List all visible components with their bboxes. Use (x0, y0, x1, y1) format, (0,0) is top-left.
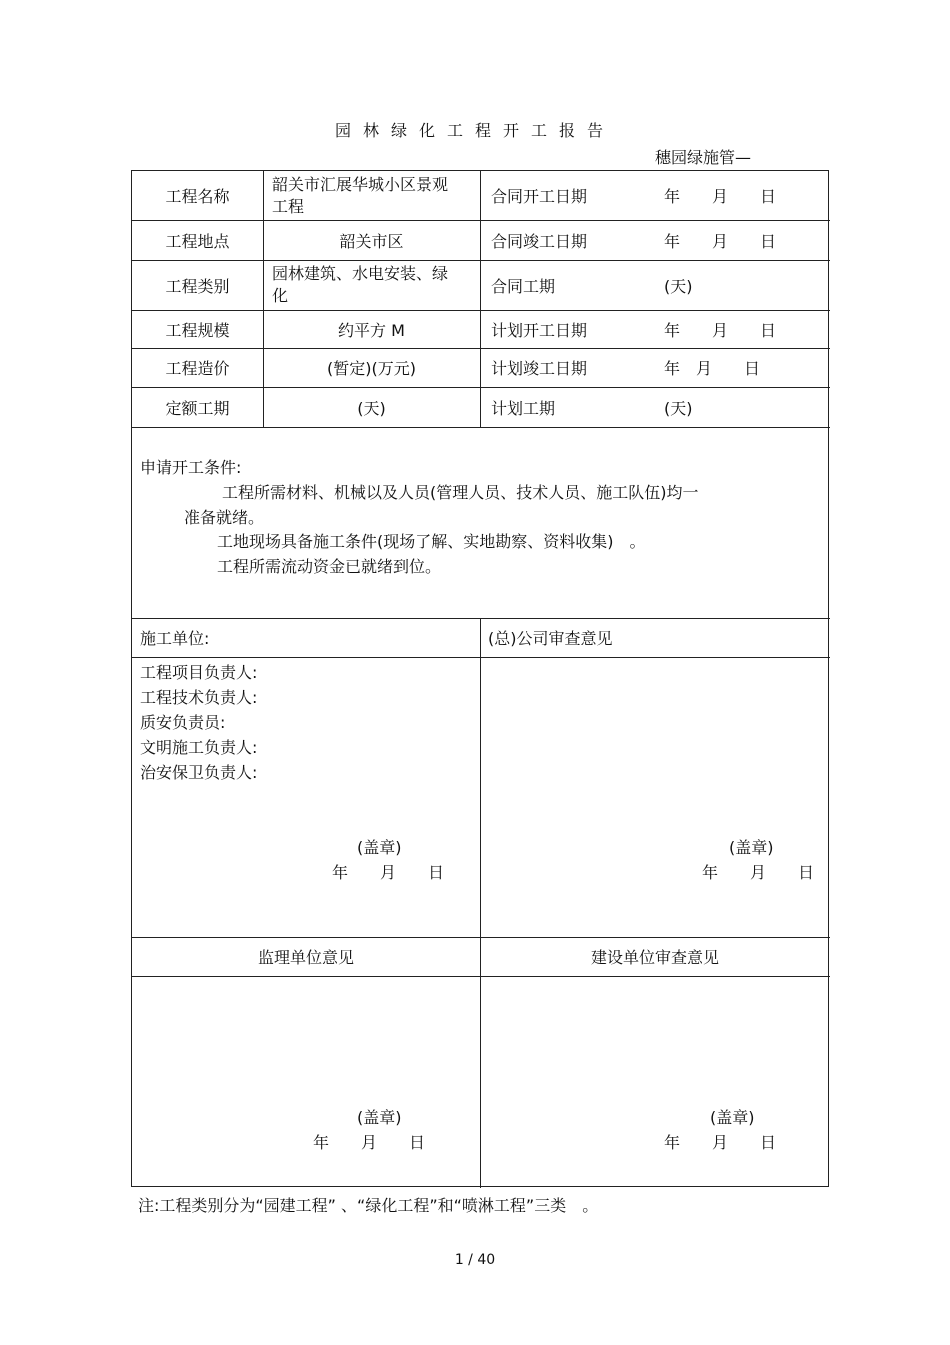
condition-line-3: 工程所需流动资金已就绪到位。 (217, 557, 442, 576)
conditions-heading: 申请开工条件: (140, 458, 242, 477)
report-form-table (131, 170, 829, 1187)
company-date: 年 月 日 (702, 863, 815, 882)
footnote: 注:工程类别分为“园建工程” 、“绿化工程”和“喷淋工程”三类 。 (138, 1196, 599, 1215)
document-number: 穗园绿施管— (655, 148, 752, 167)
label-project-cost: 工程造价 (165, 359, 230, 378)
value-planned-duration: (天) (664, 398, 693, 418)
construction-date: 年 月 日 (332, 863, 445, 882)
label-planned-duration: 计划工期 (491, 398, 556, 418)
row-divider (132, 976, 830, 977)
column-divider (480, 171, 481, 427)
role-quality-safety: 质安负责员: (140, 713, 226, 732)
value-contract-duration: (天) (664, 276, 693, 296)
label-planned-start: 计划开工日期 (491, 320, 588, 340)
condition-line-1-cont: 准备就绪。 (184, 508, 265, 527)
label-project-scale: 工程规模 (165, 320, 230, 340)
role-project-manager: 工程项目负责人: (140, 663, 258, 682)
value-planned-completion: 年 月 日 (664, 359, 761, 378)
role-civilized-construction: 文明施工负责人: (140, 738, 258, 757)
value-planned-start: 年 月 日 (664, 320, 777, 340)
supervision-seal: (盖章) (357, 1108, 402, 1127)
value-project-category: 园林建筑、水电安装、绿化 (272, 264, 449, 305)
report-title: 园林绿化工程开工报告 (334, 121, 615, 140)
value-project-scale: 约平方 M (338, 320, 405, 340)
condition-line-1: 工程所需材料、机械以及人员(管理人员、技术人员、施工队伍)均一 (222, 483, 699, 502)
value-project-location: 韶关市区 (339, 231, 404, 251)
column-divider (480, 618, 481, 1188)
label-project-category: 工程类别 (165, 276, 230, 296)
label-contract-start: 合同开工日期 (491, 187, 588, 206)
label-quota-duration: 定额工期 (165, 398, 230, 418)
row-divider (132, 427, 830, 428)
value-contract-completion: 年 月 日 (664, 231, 777, 251)
label-planned-completion: 计划竣工日期 (491, 359, 588, 378)
value-project-name: 韶关市汇展华城小区景观工程 (272, 174, 449, 216)
supervision-heading: 监理单位意见 (257, 948, 354, 967)
supervision-date: 年 月 日 (313, 1133, 426, 1152)
row-divider (132, 657, 830, 658)
company-seal: (盖章) (729, 838, 774, 857)
company-review-heading: (总)公司审查意见 (488, 629, 613, 648)
label-contract-duration: 合同工期 (491, 276, 556, 296)
label-contract-completion: 合同竣工日期 (491, 231, 588, 251)
value-contract-start: 年 月 日 (664, 187, 777, 206)
value-project-cost: (暂定)(万元) (327, 359, 416, 378)
condition-line-2: 工地现场具备施工条件(现场了解、实地勘察、资料收集) 。 (217, 532, 646, 551)
owner-date: 年 月 日 (664, 1133, 777, 1152)
construction-seal: (盖章) (357, 838, 402, 857)
page-number: 1 / 40 (454, 1252, 496, 1268)
owner-seal: (盖章) (710, 1108, 755, 1127)
role-security: 治安保卫负责人: (140, 763, 258, 782)
role-technical-lead: 工程技术负责人: (140, 688, 258, 707)
label-project-name: 工程名称 (165, 187, 230, 206)
owner-review-heading: 建设单位审查意见 (590, 948, 719, 967)
construction-unit-heading: 施工单位: (140, 629, 210, 648)
label-project-location: 工程地点 (165, 231, 230, 251)
value-quota-duration: (天) (357, 398, 386, 418)
